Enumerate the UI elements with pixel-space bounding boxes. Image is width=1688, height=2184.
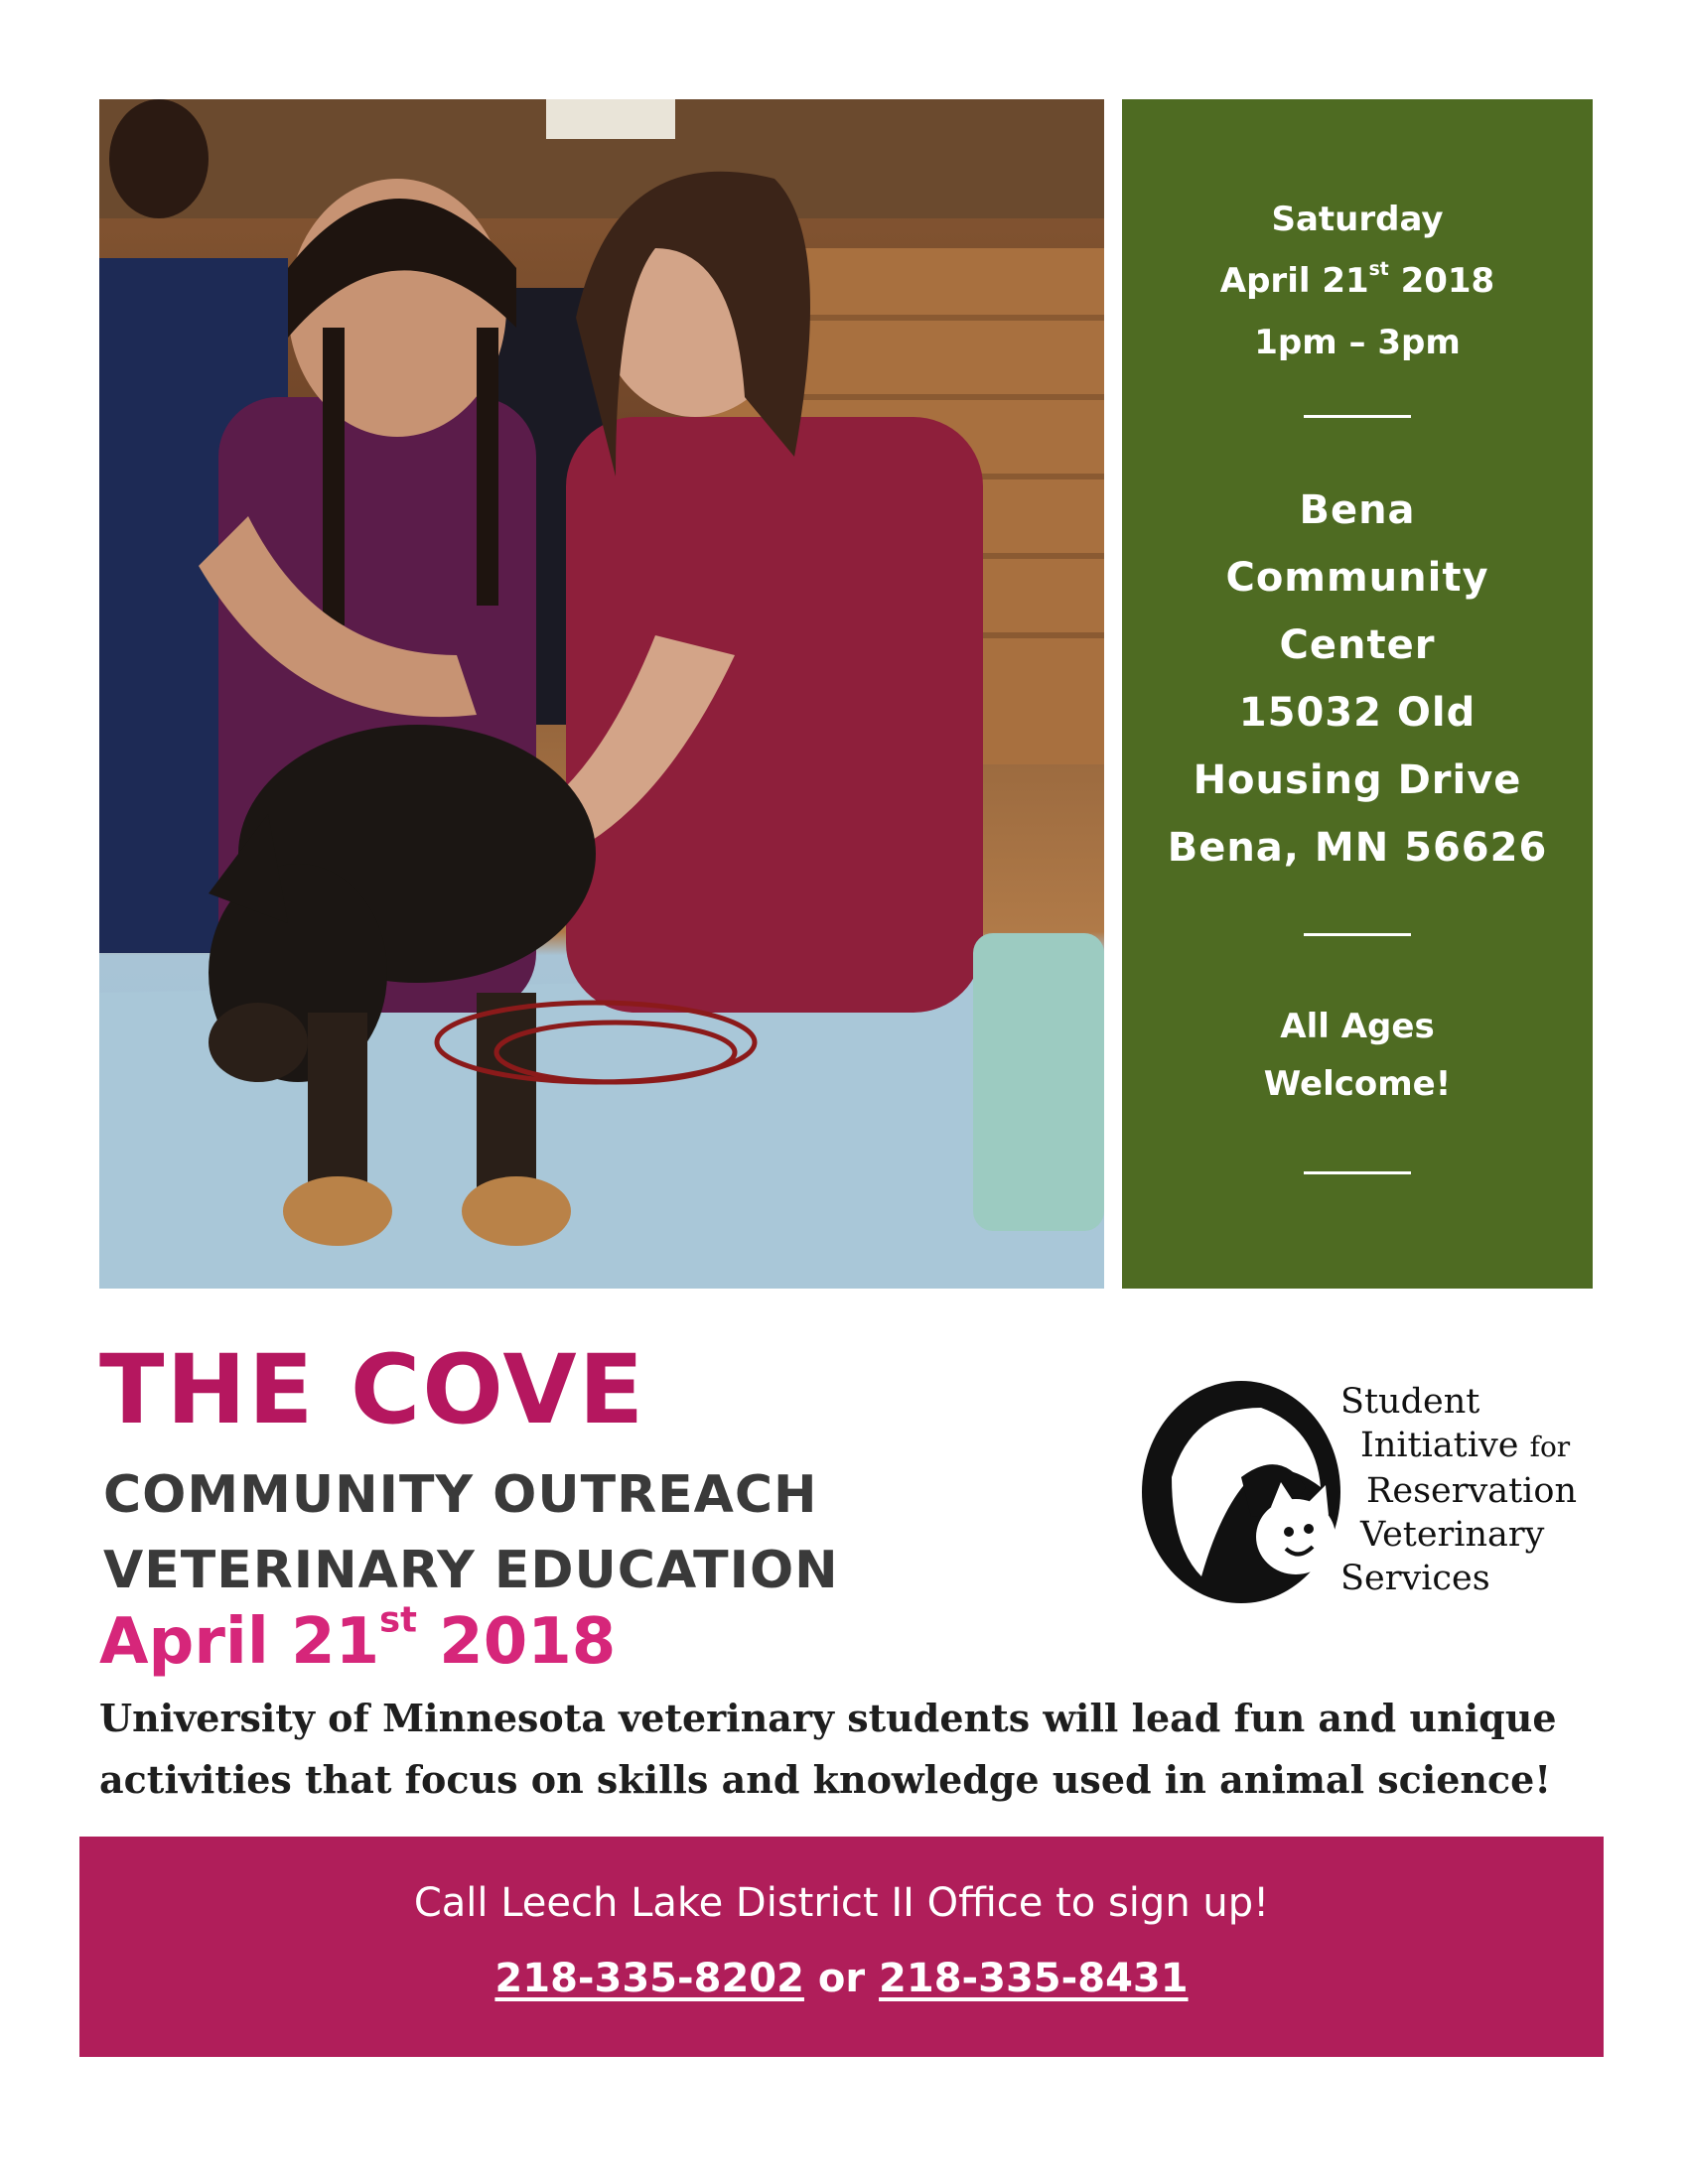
phone-link-1[interactable]: 218-335-8202 [494,1956,804,2001]
event-details-panel [1122,99,1593,1289]
description-line2: activities that focus on skills and knowledge used in animal science! [99,1757,1552,1802]
logo-line4: Veterinary [1360,1515,1545,1555]
event-day: Saturday [1271,200,1444,239]
page-subtitle [103,1457,839,1608]
hero-photo-illustration [99,99,1104,1289]
event-location [1122,477,1593,882]
address-line: Bena, MN 56626 [1167,825,1548,871]
signup-banner [79,1837,1604,2057]
ages-line1: All Ages [1280,1007,1435,1046]
subtitle-line2: VETERINARY EDUCATION [103,1541,839,1600]
event-date-headline [99,1599,617,1682]
phone-numbers [79,1954,1604,2003]
divider [1304,415,1411,418]
logo-line5: Services [1340,1559,1490,1598]
address-line: Bena [1299,487,1416,533]
event-date [1122,250,1593,312]
phone-separator: or [817,1956,866,2001]
address-line: Housing Drive [1193,757,1522,803]
ages-line2: Welcome! [1263,1064,1452,1104]
ages-note [1122,998,1593,1113]
event-date-main: April 21 [1219,261,1369,301]
headline-date-year: 2018 [439,1605,617,1679]
logo-line2-small: for [1529,1431,1571,1463]
address-line: 15032 Old [1238,690,1477,736]
event-description [99,1688,1609,1811]
event-date-time [1122,189,1593,373]
event-date-year: 2018 [1400,261,1495,301]
page-title: THE COVE [99,1334,646,1445]
logo-line2 [1340,1424,1599,1469]
sirvs-logo-text [1340,1380,1599,1600]
event-date-suffix: st [1368,259,1389,281]
description-line1: University of Minnesota veterinary students will lead fun and unique [99,1696,1557,1740]
logo-line2-main: Initiative [1360,1426,1519,1465]
address-line: Community [1225,555,1489,601]
headline-date-main: April 21 [99,1605,380,1679]
divider [1304,933,1411,936]
headline-date-suffix: st [379,1599,417,1641]
hero-photo [99,99,1104,1289]
event-time: 1pm – 3pm [1254,323,1461,362]
subtitle-line1: COMMUNITY OUTREACH [103,1465,818,1525]
logo-line1: Student [1340,1382,1480,1422]
logo-line3: Reservation [1366,1471,1577,1511]
signup-text: Call Leech Lake District II Office to sign up! [413,1880,1270,1926]
address-line: Center [1279,622,1436,668]
phone-link-2[interactable]: 218-335-8431 [879,1956,1189,2001]
divider [1304,1171,1411,1174]
